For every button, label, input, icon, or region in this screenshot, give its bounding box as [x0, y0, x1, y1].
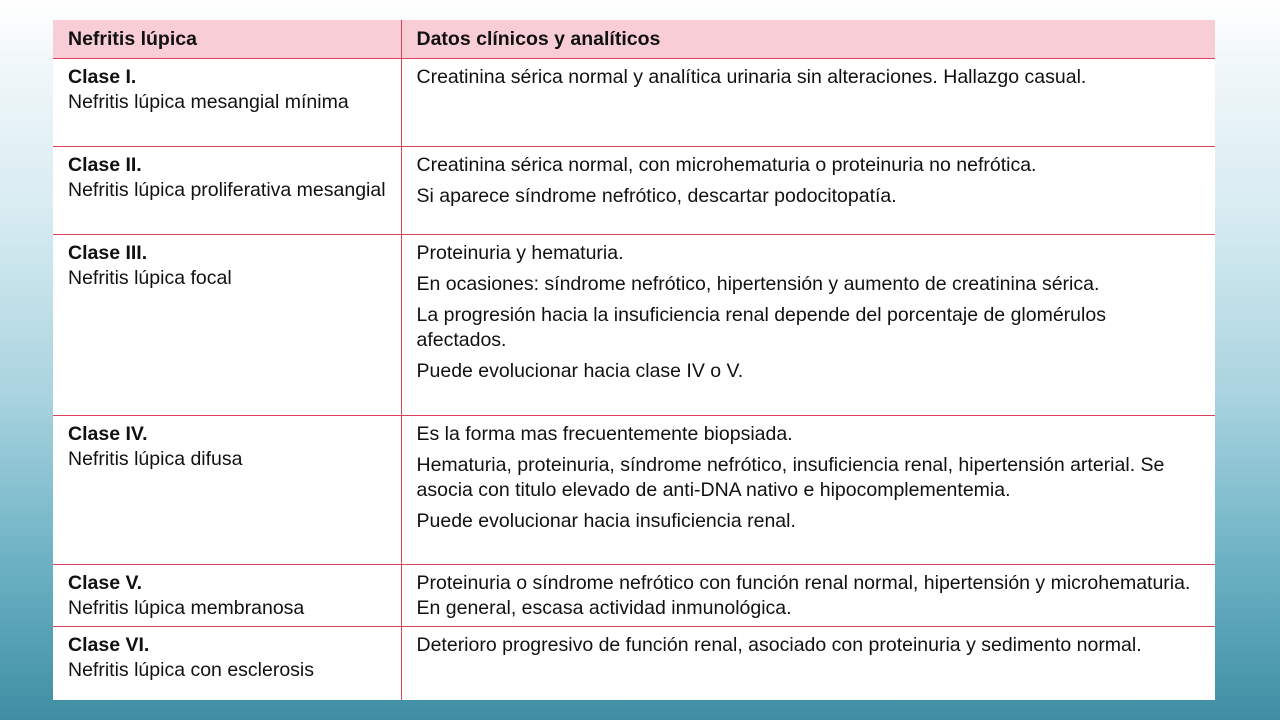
class-description: Nefritis lúpica con esclerosis — [68, 659, 315, 681]
class-cell — [53, 416, 401, 565]
table-header-row — [53, 20, 1215, 59]
class-description: Nefritis lúpica membranosa — [68, 597, 305, 619]
clinical-data-cell — [401, 147, 1215, 235]
class-description: Nefritis lúpica difusa — [68, 448, 243, 470]
class-name: Clase II. — [68, 154, 142, 176]
column-header-clinical-data: Datos clínicos y analíticos — [401, 20, 1215, 59]
clinical-data-cell — [401, 59, 1215, 147]
clinical-paragraph: Hematuria, proteinuria, síndrome nefrótico, insuficiencia renal, hipertensión arterial. Se asocia con titulo elevado de anti-DNA nativo e hipocomplementemia. — [416, 454, 1165, 501]
class-name: Clase V. — [68, 572, 143, 594]
class-name: Clase III. — [68, 242, 148, 264]
class-name: Clase IV. — [68, 423, 148, 445]
clinical-data-cell — [401, 565, 1215, 627]
lupus-nephritis-table — [53, 20, 1215, 700]
clinical-data-cell — [401, 416, 1215, 565]
class-name: Clase I. — [68, 66, 137, 88]
class-cell — [53, 627, 401, 701]
class-cell — [53, 147, 401, 235]
class-name: Clase VI. — [68, 634, 150, 656]
clinical-paragraph: Proteinuria y hematuria. — [416, 242, 624, 264]
class-description: Nefritis lúpica proliferativa mesangial — [68, 179, 386, 201]
table-row — [53, 565, 1215, 627]
class-cell — [53, 235, 401, 416]
class-cell — [53, 59, 401, 147]
class-description: Nefritis lúpica focal — [68, 267, 232, 289]
table-row — [53, 147, 1215, 235]
clinical-paragraph: Deterioro progresivo de función renal, asociado con proteinuria y sedimento normal. — [416, 634, 1142, 656]
clinical-paragraph: Creatinina sérica normal y analítica urinaria sin alteraciones. Hallazgo casual. — [416, 66, 1087, 88]
class-cell — [53, 565, 401, 627]
column-header-class: Nefritis lúpica — [53, 20, 401, 59]
clinical-paragraph: Puede evolucionar hacia clase IV o V. — [416, 360, 744, 382]
clinical-data-cell — [401, 627, 1215, 701]
table-row — [53, 59, 1215, 147]
table-row — [53, 235, 1215, 416]
table-row — [53, 416, 1215, 565]
clinical-paragraph: Puede evolucionar hacia insuficiencia renal. — [416, 510, 796, 532]
table-row — [53, 627, 1215, 701]
clinical-paragraph: Es la forma mas frecuentemente biopsiada. — [416, 423, 793, 445]
clinical-paragraph: La progresión hacia la insuficiencia renal depende del porcentaje de glomérulos afectados. — [416, 304, 1106, 351]
clinical-paragraph: En ocasiones: síndrome nefrótico, hipertensión y aumento de creatinina sérica. — [416, 273, 1100, 295]
class-description: Nefritis lúpica mesangial mínima — [68, 91, 349, 113]
clinical-data-cell — [401, 235, 1215, 416]
clinical-paragraph: Creatinina sérica normal, con microhematuria o proteinuria no nefrótica. — [416, 154, 1037, 176]
clinical-paragraph: Proteinuria o síndrome nefrótico con función renal normal, hipertensión y microhematuria. En general, escasa actividad inmunológica. — [416, 572, 1191, 619]
clinical-paragraph: Si aparece síndrome nefrótico, descartar podocitopatía. — [416, 185, 897, 207]
